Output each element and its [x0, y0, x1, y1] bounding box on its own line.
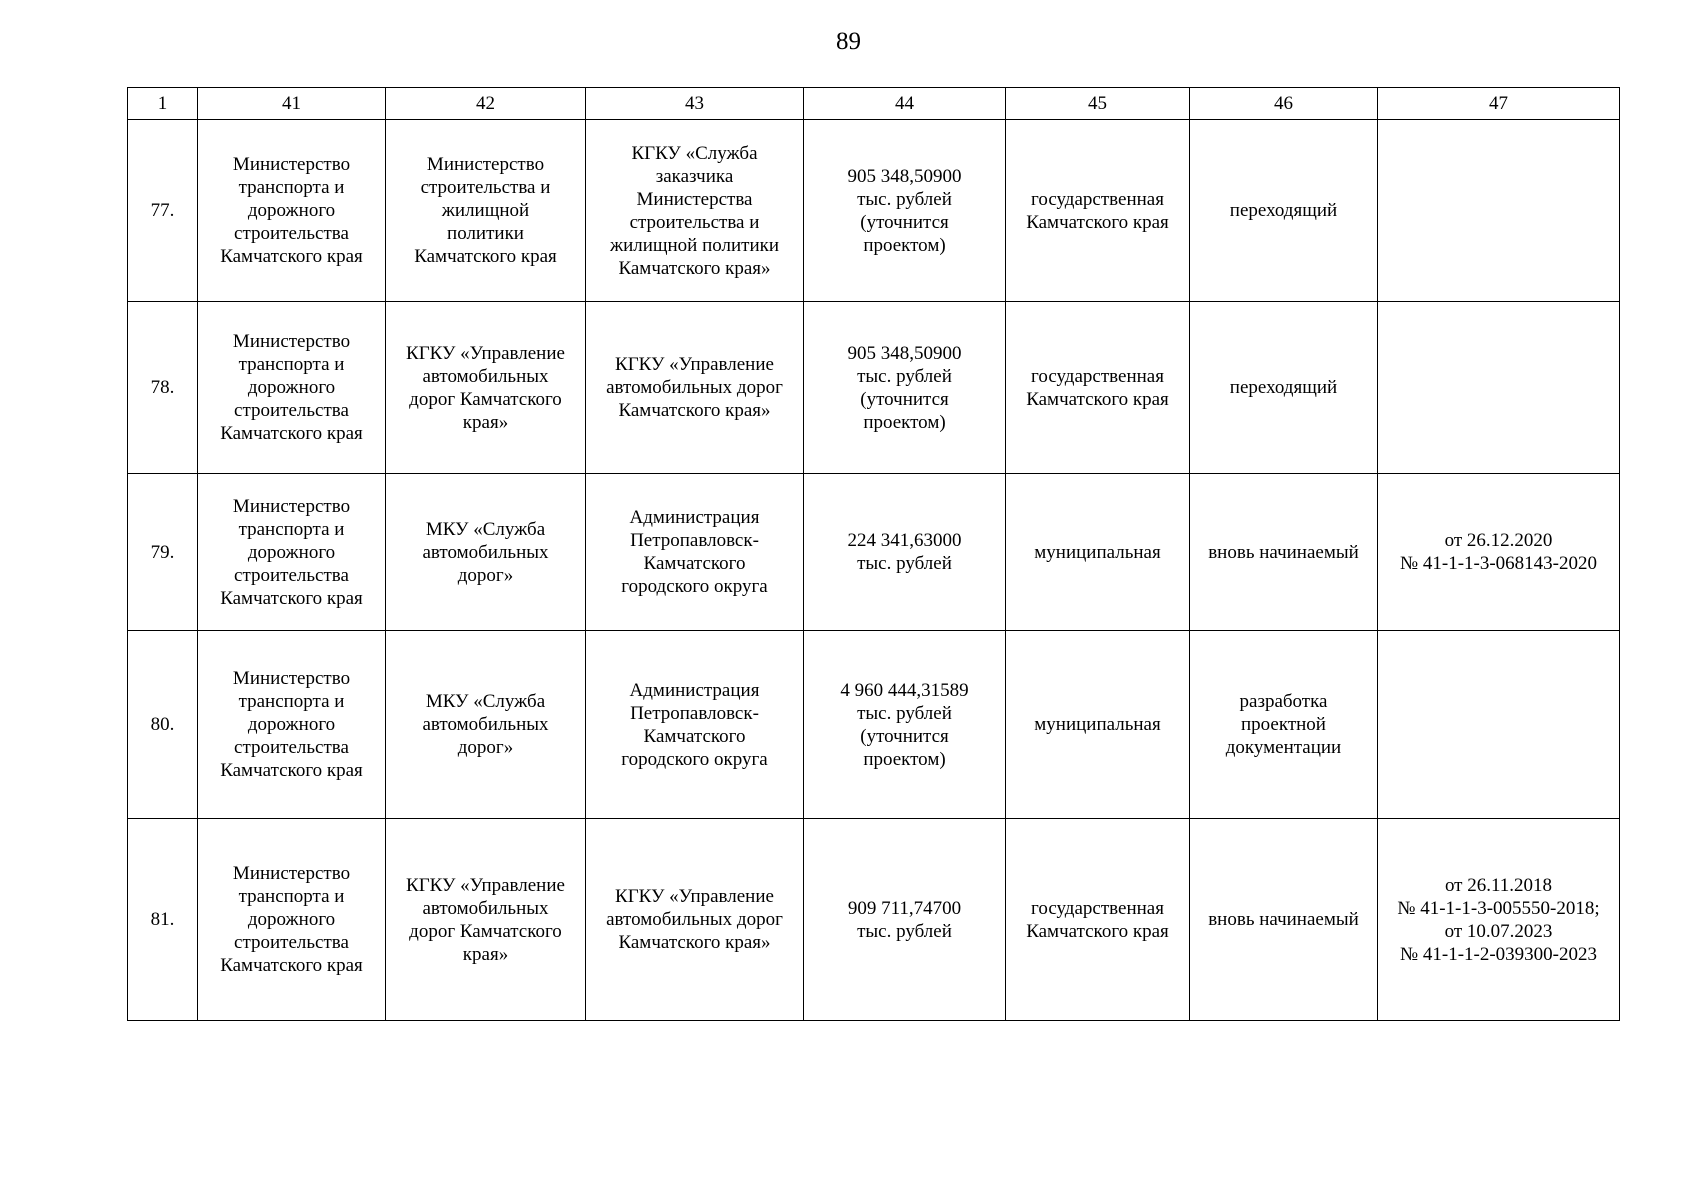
- column-header: 43: [586, 88, 804, 120]
- table-cell: муниципальная: [1006, 631, 1190, 819]
- table-cell: 905 348,50900 тыс. рублей (уточнится проектом): [804, 302, 1006, 474]
- table-row: [128, 302, 1620, 474]
- table-cell: 905 348,50900 тыс. рублей (уточнится проектом): [804, 120, 1006, 302]
- table-cell: КГКУ «Управление автомобильных дорог Камчатского края»: [386, 302, 586, 474]
- table-cell: 909 711,74700 тыс. рублей: [804, 819, 1006, 1021]
- table-row: [128, 120, 1620, 302]
- table-cell: от 26.11.2018 № 41-1-1-3-005550-2018; от 10.07.2023 № 41-1-1-2-039300-2023: [1378, 819, 1620, 1021]
- table-cell: Администрация Петропавловск- Камчатского городского округа: [586, 474, 804, 631]
- table-cell: КГКУ «Служба заказчика Министерства строительства и жилищной политики Камчатского края»: [586, 120, 804, 302]
- table-cell: государственная Камчатского края: [1006, 819, 1190, 1021]
- column-header: 1: [128, 88, 198, 120]
- table-cell: Администрация Петропавловск- Камчатского городского округа: [586, 631, 804, 819]
- table-cell: от 26.12.2020 № 41-1-1-3-068143-2020: [1378, 474, 1620, 631]
- table-cell: [1378, 120, 1620, 302]
- table-row: [128, 819, 1620, 1021]
- table-cell: переходящий: [1190, 302, 1378, 474]
- column-header: 46: [1190, 88, 1378, 120]
- table-cell: Министерство транспорта и дорожного строительства Камчатского края: [198, 120, 386, 302]
- column-header: 45: [1006, 88, 1190, 120]
- table-cell: 4 960 444,31589 тыс. рублей (уточнится проектом): [804, 631, 1006, 819]
- row-number-cell: 79.: [128, 474, 198, 631]
- table-cell: Министерство строительства и жилищной политики Камчатского края: [386, 120, 586, 302]
- table-cell: КГКУ «Управление автомобильных дорог Камчатского края»: [586, 819, 804, 1021]
- table-cell: Министерство транспорта и дорожного строительства Камчатского края: [198, 474, 386, 631]
- column-header: 44: [804, 88, 1006, 120]
- registry-table: [127, 87, 1620, 1021]
- page-number: 89: [836, 28, 861, 55]
- table-cell: муниципальная: [1006, 474, 1190, 631]
- table-cell: 224 341,63000 тыс. рублей: [804, 474, 1006, 631]
- row-number-cell: 80.: [128, 631, 198, 819]
- table-cell: МКУ «Служба автомобильных дорог»: [386, 474, 586, 631]
- table-row: [128, 631, 1620, 819]
- table-header-row: [128, 88, 1620, 120]
- table-cell: [1378, 631, 1620, 819]
- row-number-cell: 81.: [128, 819, 198, 1021]
- table-cell: Министерство транспорта и дорожного строительства Камчатского края: [198, 631, 386, 819]
- table-cell: МКУ «Служба автомобильных дорог»: [386, 631, 586, 819]
- table-cell: Министерство транспорта и дорожного строительства Камчатского края: [198, 302, 386, 474]
- table-cell: КГКУ «Управление автомобильных дорог Камчатского края»: [386, 819, 586, 1021]
- table-cell: вновь начинаемый: [1190, 819, 1378, 1021]
- column-header: 42: [386, 88, 586, 120]
- table-cell: государственная Камчатского края: [1006, 120, 1190, 302]
- table-row: [128, 474, 1620, 631]
- table-cell: [1378, 302, 1620, 474]
- table-cell: переходящий: [1190, 120, 1378, 302]
- table-cell: разработка проектной документации: [1190, 631, 1378, 819]
- table-cell: государственная Камчатского края: [1006, 302, 1190, 474]
- table-cell: вновь начинаемый: [1190, 474, 1378, 631]
- row-number-cell: 77.: [128, 120, 198, 302]
- table-cell: КГКУ «Управление автомобильных дорог Камчатского края»: [586, 302, 804, 474]
- column-header: 41: [198, 88, 386, 120]
- column-header: 47: [1378, 88, 1620, 120]
- row-number-cell: 78.: [128, 302, 198, 474]
- table-cell: Министерство транспорта и дорожного строительства Камчатского края: [198, 819, 386, 1021]
